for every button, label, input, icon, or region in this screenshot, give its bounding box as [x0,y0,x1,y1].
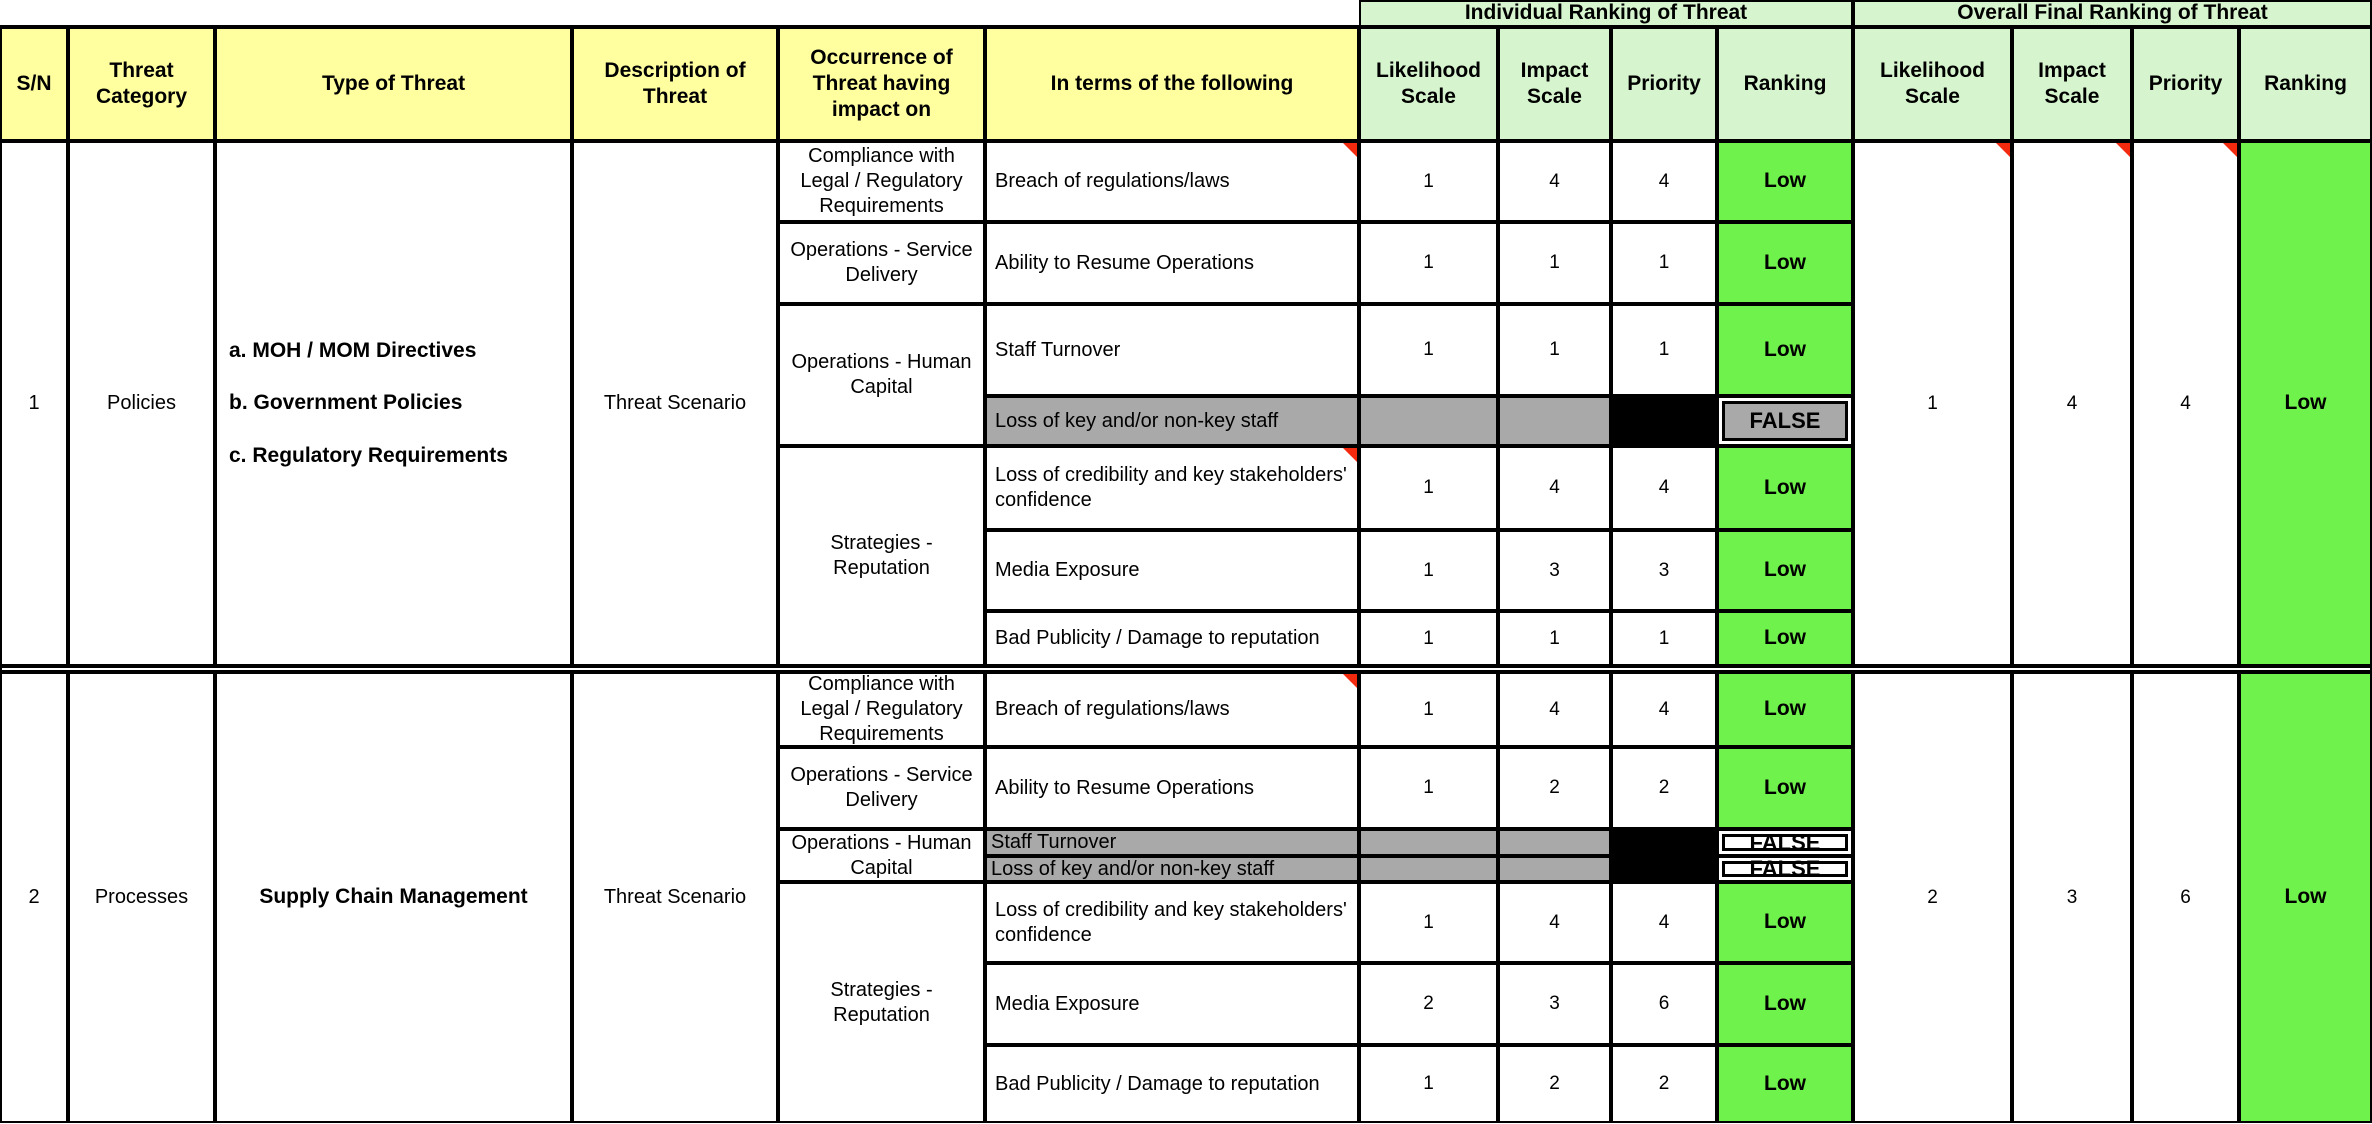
cell-overall-impact[interactable]: 3 [2012,672,2132,1123]
cell-priority[interactable]: 2 [1611,1045,1717,1123]
cell-priority[interactable]: 4 [1611,672,1717,747]
cell-threat-description[interactable]: Threat Scenario [572,672,778,1123]
comment-indicator-icon [2223,143,2237,157]
cell-threat-description[interactable]: Threat Scenario [572,141,778,666]
col-header-impact-overall[interactable]: Impact Scale [2012,27,2132,141]
overall-likelihood-value: 1 [1927,392,1938,414]
cell-impact[interactable]: 2 [1498,747,1611,829]
cell-ranking-false[interactable] [1717,396,1853,446]
cell-ranking[interactable]: Low [1717,1045,1853,1123]
cell-overall-ranking[interactable]: Low [2239,672,2372,1123]
cell-likelihood[interactable]: 1 [1359,446,1498,530]
cell-impact[interactable]: 1 [1498,304,1611,396]
col-header-ranking-overall[interactable]: Ranking [2239,27,2372,141]
cell-priority[interactable]: 2 [1611,747,1717,829]
cell-overall-ranking[interactable]: Low [2239,141,2372,666]
cell-priority-blocked[interactable] [1611,856,1717,882]
cell-occurrence[interactable]: Operations - Human Capital [778,829,985,882]
false-indicator: FALSE [1722,834,1848,851]
cell-sn[interactable]: 2 [0,672,68,1123]
cell-impact-term[interactable]: Staff Turnover [985,829,1359,856]
cell-impact[interactable]: 3 [1498,530,1611,611]
cell-priority[interactable]: 1 [1611,222,1717,304]
col-header-occurrence[interactable]: Occurrence of Threat having impact on [778,27,985,141]
cell-ranking-false[interactable] [1717,856,1853,882]
cell-impact-term[interactable] [985,446,1359,530]
cell-likelihood[interactable]: 1 [1359,882,1498,963]
cell-impact[interactable]: 4 [1498,672,1611,747]
cell-priority[interactable]: 4 [1611,882,1717,963]
cell-likelihood[interactable]: 1 [1359,222,1498,304]
cell-type-of-threat[interactable] [215,141,572,666]
cell-occurrence[interactable]: Strategies - Reputation [778,446,985,666]
cell-priority-blocked[interactable] [1611,829,1717,856]
cell-priority[interactable]: 1 [1611,611,1717,666]
cell-likelihood[interactable]: 1 [1359,747,1498,829]
false-indicator: FALSE [1722,861,1848,877]
cell-priority[interactable]: 6 [1611,963,1717,1045]
cell-impact[interactable]: 2 [1498,1045,1611,1123]
cell-ranking[interactable]: Low [1717,672,1853,747]
cell-impact[interactable]: 4 [1498,141,1611,222]
col-header-ranking-individual[interactable]: Ranking [1717,27,1853,141]
cell-impact-term[interactable]: Loss of key and/or non-key staff [985,856,1359,882]
cell-impact[interactable]: 4 [1498,446,1611,530]
cell-impact-term[interactable]: Media Exposure [985,963,1359,1045]
cell-likelihood[interactable]: 1 [1359,141,1498,222]
cell-likelihood-disabled[interactable] [1359,856,1498,882]
cell-likelihood[interactable]: 2 [1359,963,1498,1045]
cell-priority[interactable]: 1 [1611,304,1717,396]
overall-impact-value: 4 [2066,392,2078,414]
top-left-empty-area [0,0,1359,27]
cell-occurrence[interactable]: Strategies - Reputation [778,882,985,1123]
col-header-likelihood-individual[interactable]: Likelihood Scale [1359,27,1498,141]
cell-occurrence[interactable]: Compliance with Legal / Regulatory Requirements [778,141,985,222]
false-indicator: FALSE [1722,401,1848,441]
cell-likelihood[interactable]: 1 [1359,672,1498,747]
cell-impact[interactable]: 3 [1498,963,1611,1045]
cell-occurrence[interactable]: Operations - Human Capital [778,304,985,446]
cell-impact[interactable]: 4 [1498,882,1611,963]
col-header-likelihood-overall[interactable]: Likelihood Scale [1853,27,2012,141]
cell-type-of-threat[interactable]: Supply Chain Management [215,672,572,1123]
cell-ranking[interactable]: Low [1717,530,1853,611]
cell-impact-term[interactable]: Bad Publicity / Damage to reputation [985,611,1359,666]
cell-overall-impact[interactable] [2012,141,2132,666]
cell-impact-term[interactable] [985,141,1359,222]
threat-type-item: c. Regulatory Requirements [229,443,508,467]
comment-indicator-icon [1343,143,1357,157]
cell-impact-disabled[interactable] [1498,856,1611,882]
cell-ranking[interactable]: Low [1717,222,1853,304]
cell-threat-category[interactable]: Processes [68,672,215,1123]
term-label: Loss of credibility and key stakeholders' confidence [995,464,1347,511]
cell-occurrence[interactable]: Compliance with Legal / Regulatory Requirements [778,672,985,747]
cell-impact-term[interactable]: Staff Turnover [985,304,1359,396]
cell-priority[interactable]: 4 [1611,141,1717,222]
cell-ranking[interactable]: Low [1717,963,1853,1045]
cell-impact[interactable]: 1 [1498,222,1611,304]
overall-priority-value: 4 [2180,392,2191,414]
cell-impact-term[interactable]: Loss of credibility and key stakeholders' confidence [985,882,1359,963]
cell-likelihood[interactable]: 1 [1359,611,1498,666]
cell-ranking[interactable]: Low [1717,882,1853,963]
cell-overall-likelihood[interactable]: 2 [1853,672,2012,1123]
cell-occurrence[interactable]: Operations - Service Delivery [778,747,985,829]
cell-ranking-false[interactable] [1717,829,1853,856]
cell-ranking[interactable]: Low [1717,446,1853,530]
cell-impact-disabled[interactable] [1498,396,1611,446]
cell-impact-term[interactable]: Ability to Resume Operations [985,747,1359,829]
cell-sn[interactable]: 1 [0,141,68,666]
comment-indicator-icon [1996,143,2010,157]
cell-overall-priority[interactable] [2132,141,2239,666]
cell-impact-term[interactable]: Media Exposure [985,530,1359,611]
cell-impact-term[interactable] [985,672,1359,747]
cell-likelihood[interactable]: 1 [1359,530,1498,611]
cell-overall-likelihood[interactable] [1853,141,2012,666]
cell-likelihood[interactable]: 1 [1359,1045,1498,1123]
group-header-individual-ranking[interactable]: Individual Ranking of Threat [1359,0,1853,27]
col-header-description[interactable]: Description of Threat [572,27,778,141]
col-header-priority-individual[interactable]: Priority [1611,27,1717,141]
comment-indicator-icon [1343,448,1357,462]
cell-impact[interactable]: 1 [1498,611,1611,666]
group-header-overall-ranking[interactable]: Overall Final Ranking of Threat [1853,0,2372,27]
cell-priority[interactable]: 3 [1611,530,1717,611]
cell-ranking[interactable]: Low [1717,141,1853,222]
cell-priority-blocked[interactable] [1611,396,1717,446]
cell-overall-priority[interactable]: 6 [2132,672,2239,1123]
threat-type-item: a. MOH / MOM Directives [229,339,477,363]
term-label: Breach of regulations/laws [995,170,1230,192]
cell-ranking[interactable]: Low [1717,611,1853,666]
cell-occurrence[interactable]: Operations - Service Delivery [778,222,985,304]
cell-ranking[interactable]: Low [1717,304,1853,396]
cell-priority[interactable]: 4 [1611,446,1717,530]
cell-impact-term[interactable]: Bad Publicity / Damage to reputation [985,1045,1359,1123]
cell-impact-term[interactable]: Loss of key and/or non-key staff [985,396,1359,446]
comment-indicator-icon [2116,143,2130,157]
cell-likelihood-disabled[interactable] [1359,396,1498,446]
cell-threat-category[interactable]: Policies [68,141,215,666]
comment-indicator-icon [1343,674,1357,688]
col-header-type-of-threat[interactable]: Type of Threat [215,27,572,141]
cell-ranking[interactable]: Low [1717,747,1853,829]
cell-likelihood-disabled[interactable] [1359,829,1498,856]
term-label: Breach of regulations/laws [995,698,1230,720]
cell-impact-disabled[interactable] [1498,829,1611,856]
col-header-impact-individual[interactable]: Impact Scale [1498,27,1611,141]
col-header-in-terms[interactable]: In terms of the following [985,27,1359,141]
cell-impact-term[interactable]: Ability to Resume Operations [985,222,1359,304]
cell-likelihood[interactable]: 1 [1359,304,1498,396]
col-header-sn[interactable]: S/N [0,27,68,141]
threat-type-item: b. Government Policies [229,391,463,415]
col-header-priority-overall[interactable]: Priority [2132,27,2239,141]
col-header-threat-category[interactable]: Threat Category [68,27,215,141]
